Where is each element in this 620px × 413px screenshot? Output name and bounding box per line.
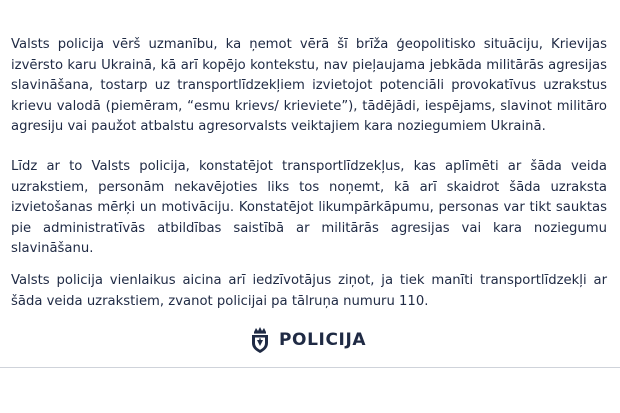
- paragraph-call-to-report: Valsts policija vienlaikus aicina arī iedzīvotājus ziņot, ja tiek manīti transportlīdzekļi ar šāda veida uzrakstiem, zvanot policijai pa tālruņa numuru 110.: [11, 273, 607, 309]
- paragraph-enforcement: Līdz ar to Valsts policija, konstatējot transportlīdzekļus, kas aplīmēti ar šāda veida uzrakstiem, personām nekavējoties liks tos noņemt, kā arī skaidrot šāda uzraksta izvietošanas mērķi un motivāciju. Konstatējot likumpārkāpumu, personas var tikt sauktas pie administratīvās atbildības saistībā ar militārās agresijas vai kara noziegumu slavināšanu.: [11, 159, 607, 256]
- paragraph-warning: Valsts policija vērš uzmanību, ka ņemot vērā šī brīža ģeopolitisko situāciju, Krievijas izvērsto karu Ukrainā, kā arī kopējo kontekstu, nav pieļaujama jebkāda militārās agresijas slavināšana, tostarp uz transportlīdzekļiem izvietojot potenciāli provokatīvus uzrakstus krievu valodā (piemēram, “esmu krievs/ krieviete”), tādējādi, iespējams, slavinot militāro agresiju vai paužot atbalstu agresorvalsts veiktajiem kara noziegumiem Ukrainā.: [11, 37, 607, 134]
- police-crest-icon: [249, 326, 271, 354]
- bottom-divider: [0, 367, 620, 368]
- policija-logo: [249, 325, 366, 355]
- logo-wordmark: POLICIJA: [279, 330, 367, 350]
